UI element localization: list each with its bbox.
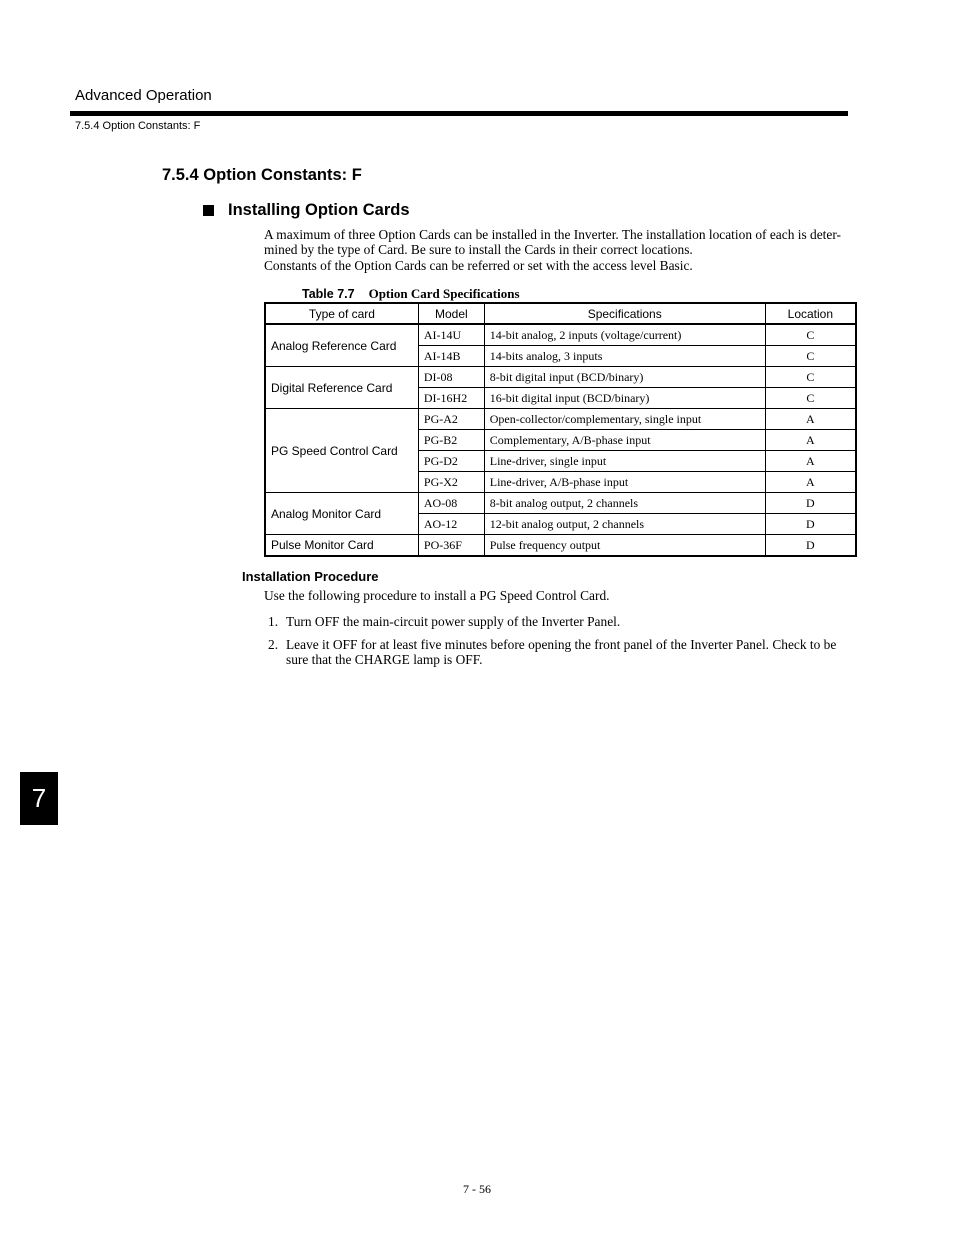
table-label: Table 7.7 <box>302 287 355 301</box>
subsection-heading <box>203 201 410 220</box>
spec-cell: Pulse frequency output <box>484 535 765 557</box>
card-type-cell: Analog Reference Card <box>265 324 418 367</box>
location-cell: A <box>765 472 856 493</box>
model-cell: PG-X2 <box>418 472 484 493</box>
table-header-row <box>265 303 856 324</box>
spec-cell: Line-driver, single input <box>484 451 765 472</box>
model-cell: AI-14B <box>418 346 484 367</box>
spec-cell: 8-bit analog output, 2 channels <box>484 493 765 514</box>
model-cell: PO-36F <box>418 535 484 557</box>
model-cell: AO-08 <box>418 493 484 514</box>
spec-cell: Open-collector/complementary, single input <box>484 409 765 430</box>
step-number: 1. <box>268 614 279 629</box>
spec-cell: 12-bit analog output, 2 channels <box>484 514 765 535</box>
header-rule <box>70 111 848 116</box>
model-cell: PG-D2 <box>418 451 484 472</box>
card-type-cell: Analog Monitor Card <box>265 493 418 535</box>
location-cell: D <box>765 493 856 514</box>
column-header: Specifications <box>484 303 765 324</box>
model-cell: AO-12 <box>418 514 484 535</box>
spec-cell: 8-bit digital input (BCD/binary) <box>484 367 765 388</box>
spec-cell: Complementary, A/B-phase input <box>484 430 765 451</box>
table-row <box>265 493 856 514</box>
access-level-paragraph: Constants of the Option Cards can be referred or set with the access level Basic. <box>264 258 693 273</box>
subsection-heading-text: Installing Option Cards <box>228 201 410 219</box>
procedure-step <box>268 638 858 667</box>
card-type-cell: Digital Reference Card <box>265 367 418 409</box>
step-text: Turn OFF the main-circuit power supply of the Inverter Panel. <box>286 614 621 629</box>
card-type-cell: Pulse Monitor Card <box>265 535 418 557</box>
chapter-tab: 7 <box>20 772 58 825</box>
model-cell: DI-08 <box>418 367 484 388</box>
option-card-spec-table <box>264 302 857 557</box>
procedure-step <box>268 615 858 630</box>
card-type-cell: PG Speed Control Card <box>265 409 418 493</box>
step-number: 2. <box>268 637 279 652</box>
column-header: Model <box>418 303 484 324</box>
spec-cell: 14-bits analog, 3 inputs <box>484 346 765 367</box>
installation-procedure-heading: Installation Procedure <box>242 569 379 584</box>
column-header: Type of card <box>265 303 418 324</box>
location-cell: A <box>765 451 856 472</box>
running-header-subsection: 7.5.4 Option Constants: F <box>75 120 201 132</box>
column-header: Location <box>765 303 856 324</box>
table-caption <box>302 286 520 302</box>
model-cell: AI-14U <box>418 324 484 346</box>
location-cell: D <box>765 514 856 535</box>
location-cell: A <box>765 409 856 430</box>
intro-paragraph: A maximum of three Option Cards can be installed in the Inverter. The installation location of each is deter-mined by the type of Card. Be sure to install the Cards in their correct locations. <box>264 227 841 257</box>
table-title: Option Card Specifications <box>368 286 520 301</box>
spec-cell: 16-bit digital input (BCD/binary) <box>484 388 765 409</box>
table-row <box>265 535 856 557</box>
spec-cell: Line-driver, A/B-phase input <box>484 472 765 493</box>
location-cell: A <box>765 430 856 451</box>
model-cell: PG-B2 <box>418 430 484 451</box>
square-bullet-icon <box>203 205 214 216</box>
page-number: 7 - 56 <box>463 1182 491 1196</box>
location-cell: C <box>765 346 856 367</box>
step-text: Leave it OFF for at least five minutes before opening the front panel of the Inverter Panel. Check to be sure that the CHARGE lamp is OFF. <box>286 637 837 667</box>
location-cell: C <box>765 388 856 409</box>
location-cell: C <box>765 324 856 346</box>
location-cell: C <box>765 367 856 388</box>
installation-procedure-intro: Use the following procedure to install a PG Speed Control Card. <box>264 588 610 603</box>
running-header-title: Advanced Operation <box>75 87 212 104</box>
table-row <box>265 324 856 346</box>
table-row <box>265 409 856 430</box>
model-cell: PG-A2 <box>418 409 484 430</box>
table-row <box>265 367 856 388</box>
section-title: 7.5.4 Option Constants: F <box>162 166 362 184</box>
spec-cell: 14-bit analog, 2 inputs (voltage/current) <box>484 324 765 346</box>
location-cell: D <box>765 535 856 557</box>
model-cell: DI-16H2 <box>418 388 484 409</box>
